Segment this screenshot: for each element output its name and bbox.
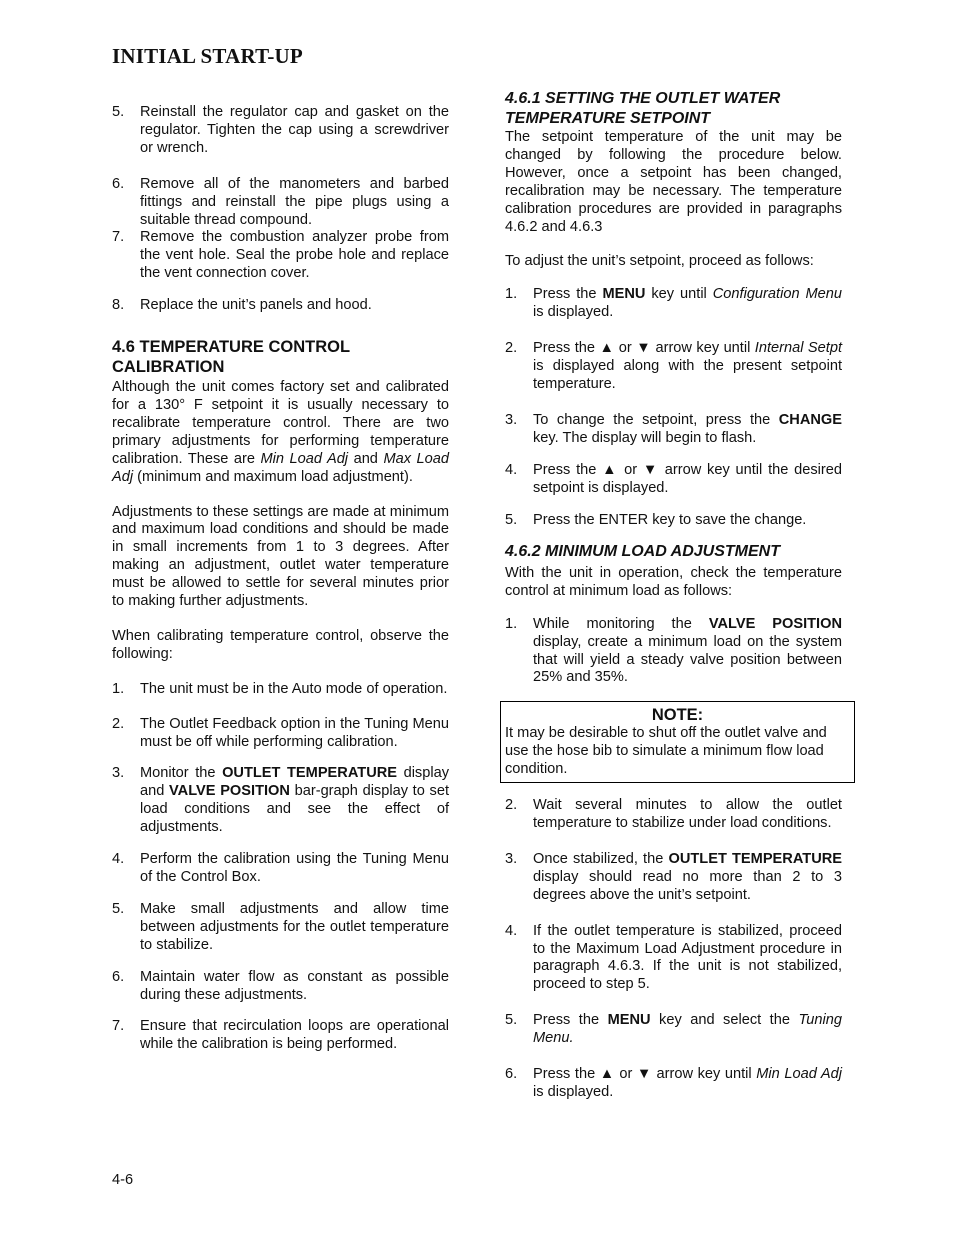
item-text: Wait several minutes to allow the outlet temperature to stabilize under load conditions.	[533, 797, 842, 831]
list-item	[112, 297, 449, 315]
item-text: Once stabilized, the OUTLET TEMPERATURE display should read no more than 2 to 3 degrees above the unit’s setpoint.	[533, 850, 843, 903]
item-text: If the outlet temperature is stabilized, proceed to the Maximum Load Adjustment procedure in paragraph 4.6.3. If the unit is not stabilized, proceed to step 5.	[533, 922, 842, 993]
item-number: 1.	[505, 615, 518, 632]
item-number: 6.	[112, 968, 125, 985]
list-item	[505, 1012, 842, 1048]
item-number: 2.	[505, 340, 518, 357]
list-item	[505, 462, 842, 498]
item-text: Monitor the OUTLET TEMPERATURE display and VALVE POSITION bar-graph display to set load conditions and see the effect of adjustments.	[140, 765, 450, 836]
item-number: 7.	[112, 1018, 125, 1035]
item-number: 5.	[505, 1012, 518, 1029]
item-text: Make small adjustments and allow time between adjustments for the outlet temperature to stabilize.	[140, 900, 449, 953]
item-text: To change the setpoint, press the CHANGE key. The display will begin to flash.	[533, 411, 842, 446]
note-box	[500, 701, 855, 783]
list-item	[505, 512, 842, 530]
paragraph: To adjust the unit’s setpoint, proceed as follows:	[505, 253, 814, 270]
item-number: 6.	[112, 175, 125, 192]
item-text: Press the MENU key until Configuration Menu is displayed.	[533, 286, 842, 321]
item-number: 3.	[505, 411, 518, 428]
item-number: 3.	[505, 850, 518, 867]
item-text: Maintain water flow as constant as possible during these adjustments.	[140, 968, 449, 1003]
right-column	[505, 89, 842, 1102]
list-item	[112, 851, 449, 887]
paragraph: When calibrating temperature control, observe the following:	[112, 627, 449, 662]
list-item	[112, 1018, 449, 1054]
item-text: Press the ▲ or ▼ arrow key until the desired setpoint is displayed.	[533, 461, 842, 496]
paragraph: Adjustments to these settings are made at minimum and maximum load conditions and should be made in small increments from 1 to 3 degrees. After making an adjustment, outlet water temperature must be allowed to settle for several minutes prior to making further adjustments.	[112, 503, 449, 610]
item-text: Ensure that recirculation loops are operational while the calibration is being performed.	[140, 1018, 449, 1053]
list-item	[505, 797, 842, 833]
item-text: The Outlet Feedback option in the Tuning Menu must be off while performing calibration.	[140, 715, 449, 750]
item-number: 8.	[112, 297, 125, 314]
item-text: Reinstall the regulator cap and gasket on the regulator. Tighten the cap using a screwdriver or wrench.	[140, 104, 449, 156]
list-item	[505, 412, 842, 448]
list-item	[112, 104, 449, 158]
subsection-heading: 4.6.2 MINIMUM LOAD ADJUSTMENT	[505, 543, 780, 561]
item-text: Remove the combustion analyzer probe from the vent hole. Seal the probe hole and replace the vent connection cover.	[140, 229, 449, 282]
list-item	[505, 340, 842, 394]
list-item	[505, 851, 842, 905]
list-item	[505, 616, 842, 688]
item-number: 5.	[112, 104, 125, 120]
item-number: 2.	[112, 715, 125, 732]
paragraph: Although the unit comes factory set and calibrated for a 130° F setpoint it is usually necessary to recalibrate temperature control. There are two primary adjustments for performing temperature calibration. These are Min Load Adj and Max Load Adj (minimum and maximum load adjustment).	[112, 379, 449, 485]
item-text: While monitoring the VALVE POSITION display, create a minimum load on the system that will yield a steady valve position between 25% and 35%.	[533, 615, 842, 686]
item-number: 4.	[505, 922, 518, 939]
paragraph: With the unit in operation, check the temperature control at minimum load as follows:	[505, 564, 842, 599]
list-item	[505, 923, 842, 995]
item-number: 1.	[112, 680, 125, 697]
list-item	[112, 765, 449, 837]
list-item	[505, 286, 842, 322]
item-text: Replace the unit’s panels and hood.	[140, 297, 372, 314]
note-text: It may be desirable to shut off the outlet valve and use the hose bib to simulate a minimum flow load condition.	[505, 725, 827, 778]
item-number: 4.	[505, 461, 518, 478]
list-item	[112, 176, 449, 230]
left-column	[112, 104, 449, 1054]
item-number: 2.	[505, 797, 518, 814]
list-item	[505, 1066, 842, 1102]
section-heading: 4.6 TEMPERATURE CONTROL CALIBRATION	[112, 338, 350, 377]
item-number: 1.	[505, 286, 518, 303]
item-number: 6.	[505, 1066, 518, 1083]
list-item	[112, 716, 449, 752]
list-item	[112, 969, 449, 1005]
item-number: 5.	[505, 511, 518, 528]
page-title: INITIAL START-UP	[112, 44, 303, 68]
item-number: 5.	[112, 900, 125, 917]
item-number: 3.	[112, 765, 125, 782]
list-item	[112, 901, 449, 955]
item-text: The unit must be in the Auto mode of operation.	[140, 680, 448, 697]
note-title: NOTE:	[651, 706, 704, 725]
item-number: 7.	[112, 229, 125, 246]
page-number: 4-6	[112, 1172, 134, 1188]
paragraph: The setpoint temperature of the unit may be changed by following the procedure below. However, once a setpoint has been changed, recalibration may be necessary. The temperature calibration procedures are provided in paragraphs 4.6.2 and 4.6.3	[505, 129, 842, 235]
list-item	[112, 681, 449, 699]
subsection-heading: 4.6.1 SETTING THE OUTLET WATER TEMPERATURE SETPOINT	[505, 90, 781, 127]
item-text: Press the MENU key and select the Tuning Menu.	[533, 1012, 842, 1047]
item-text: Remove all of the manometers and barbed fittings and reinstall the pipe plugs using a suitable thread compound.	[140, 175, 449, 228]
item-text: Perform the calibration using the Tuning Menu of the Control Box.	[140, 851, 449, 885]
item-text: Press the ▲ or ▼ arrow key until Min Load Adj is displayed.	[533, 1066, 842, 1100]
item-text: Press the ENTER key to save the change.	[533, 511, 807, 528]
item-text: Press the ▲ or ▼ arrow key until Internal Setpt is displayed along with the present setpoint temperature.	[533, 340, 842, 392]
item-number: 4.	[112, 851, 125, 868]
list-item	[112, 229, 449, 283]
